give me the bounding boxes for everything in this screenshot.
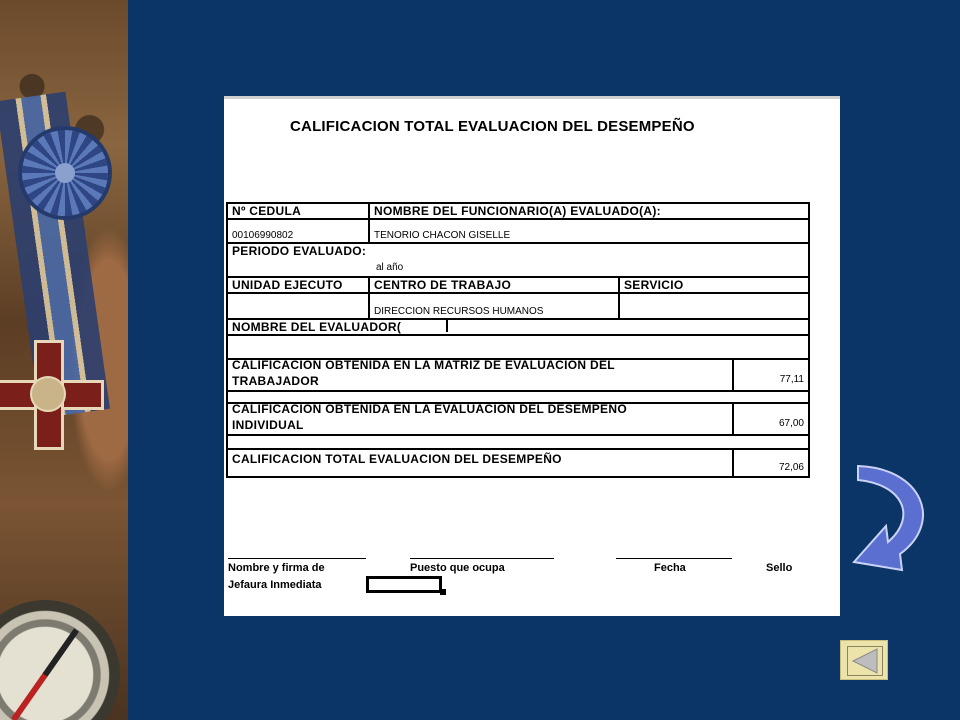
matriz-score: 77,11: [779, 374, 804, 385]
jefatura-label-line1: Nombre y firma de: [228, 562, 325, 574]
total-score-box: [732, 448, 808, 476]
curved-return-arrow-icon[interactable]: [852, 462, 938, 590]
matriz-label-line1: CALIFICACION OBTENIDA EN LA MATRIZ DE EVALUACION DEL: [232, 358, 615, 372]
fecha-label: Fecha: [654, 562, 686, 574]
evaluador-label: NOMBRE DEL EVALUADOR(: [232, 320, 402, 334]
individual-score: 67,00: [778, 418, 804, 429]
text-cursor: [446, 320, 448, 332]
centro-label: CENTRO DE TRABAJO: [374, 278, 512, 292]
matriz-score-box: [732, 358, 808, 390]
funcionario-label: NOMBRE DEL FUNCIONARIO(A) EVALUADO(A):: [374, 204, 661, 218]
back-button[interactable]: [840, 640, 888, 680]
unidad-label: UNIDAD EJECUTO: [232, 278, 343, 292]
selected-cell[interactable]: [366, 576, 442, 593]
fecha-signature-line: [616, 558, 732, 559]
jefatura-signature-line: [228, 558, 366, 559]
individual-label-line1: CALIFICACION OBTENIDA EN LA EVALUACION DEL DESEMPEÑO: [232, 402, 627, 416]
evaluation-table: [226, 202, 810, 478]
evaluation-document: [224, 96, 840, 616]
sheet-top-border: [224, 96, 840, 99]
decorative-medal-photo: [0, 0, 128, 720]
triangle-left-icon: [847, 646, 883, 676]
periodo-value: al año: [376, 262, 404, 273]
cedula-value: 00106990802: [232, 230, 294, 241]
puesto-signature-line: [410, 558, 554, 559]
funcionario-value: TENORIO CHACON GISELLE: [374, 230, 511, 241]
servicio-label: SERVICIO: [624, 278, 684, 292]
jefatura-label-line2: Jefaura Inmediata: [228, 579, 322, 591]
individual-score-box: [732, 402, 808, 434]
centro-value: DIRECCION RECURSOS HUMANOS: [374, 306, 544, 317]
periodo-label: PERIODO EVALUADO:: [232, 244, 367, 258]
total-score: 72,06: [778, 462, 804, 473]
document-title: CALIFICACION TOTAL EVALUACION DEL DESEMPEÑO: [290, 118, 695, 135]
puesto-label: Puesto que ocupa: [410, 562, 505, 574]
total-label: CALIFICACION TOTAL EVALUACION DEL DESEMPEÑO: [232, 452, 562, 466]
matriz-label-line2: TRABAJADOR: [232, 374, 319, 388]
individual-label-line2: INDIVIDUAL: [232, 418, 304, 432]
cedula-label: Nº CEDULA: [232, 204, 302, 218]
selection-fill-handle[interactable]: [440, 589, 446, 595]
sello-label: Sello: [766, 562, 793, 574]
